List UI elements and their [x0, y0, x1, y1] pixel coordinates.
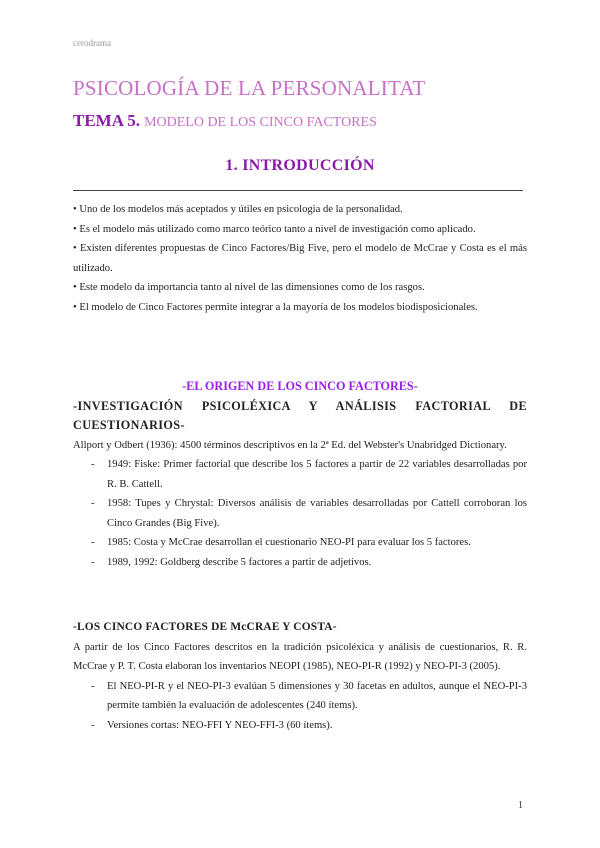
origin-subheading: -INVESTIGACIÓN PSICOLÉXICA Y ANÁLISIS FACTORIAL DE CUESTIONARIOS-	[73, 398, 527, 432]
dash-marker: -	[91, 459, 95, 470]
section-divider	[73, 190, 523, 191]
dash-marker: -	[91, 719, 95, 731]
timeline-item-text: 1985: Costa y McCrae desarrollan el cuestionario NEO-PI para evaluar los 5 factores.	[107, 537, 471, 548]
intro-bullet: • Es el modelo más utilizado como marco teórico tanto a nivel de investigación como aplicado.	[73, 223, 476, 235]
dash-marker: -	[91, 498, 95, 509]
dash-marker: -	[91, 680, 95, 692]
mccrae-list	[73, 677, 527, 736]
intro-bullet: • Existen diferentes propuestas de Cinco Factores/Big Five, pero el modelo de McCrae y Costa es el más utilizado.	[73, 243, 527, 274]
topic-label: TEMA 5.	[73, 111, 141, 130]
origin-intro: Allport y Odbert (1936): 4500 términos descriptivos en la 2ª Ed. del Webster's Unabridged Dictionary.	[73, 439, 507, 451]
timeline-item-text: 1989, 1992: Goldberg describe 5 factores a partir de adjetivos.	[107, 556, 372, 568]
timeline-item-text: 1949: Fiske: Primer factorial que describe los 5 factores a partir de 22 variables desarrolladas por R. B. Cattell.	[107, 459, 527, 490]
intro-bullets	[73, 200, 527, 317]
mccrae-intro: A partir de los Cinco Factores descritos en la tradición psicoléxica y análisis de cuestionarios, R. R. McCrae y P. T. Costa elaboran los inventarios NEOPI (1985), NEO-PI-R (1992) y NEO-PI-3 (2005).	[73, 641, 527, 672]
topic-name: MODELO DE LOS CINCO FACTORES	[144, 115, 377, 130]
timeline-item	[73, 553, 527, 573]
mccrae-item-text: El NEO-PI-R y el NEO-PI-3 evalúan 5 dimensiones y 30 facetas en adultos, aunque el NEO-PI-3 permite también la evaluación de adolescentes (240 ítems).	[107, 680, 527, 711]
origin-section	[73, 377, 527, 572]
dash-marker: -	[91, 556, 95, 568]
intro-bullet: • El modelo de Cinco Factores permite integrar a la mayoría de los modelos biodisposicionales.	[73, 301, 478, 313]
origin-heading: -EL ORIGEN DE LOS CINCO FACTORES-	[182, 379, 418, 393]
dash-marker: -	[91, 537, 95, 548]
intro-bullet: • Uno de los modelos más aceptados y útiles en psicología de la personalidad.	[73, 204, 403, 215]
timeline-item	[73, 455, 527, 494]
origin-timeline	[73, 455, 527, 572]
intro-bullet: • Este modelo da importancia tanto al nivel de las dimensiones como de los rasgos.	[73, 282, 425, 293]
header-brand: cerodrama	[73, 38, 111, 48]
mccrae-item-text: Versiones cortas: NEO-FFI Y NEO-FFI-3 (60 ítems).	[107, 719, 333, 731]
page-number: 1	[518, 800, 523, 811]
mccrae-item	[73, 716, 527, 736]
timeline-item	[73, 494, 527, 533]
mccrae-item	[73, 677, 527, 716]
timeline-item	[73, 533, 527, 553]
mccrae-heading: -LOS CINCO FACTORES DE McCRAE Y COSTA-	[73, 621, 337, 633]
topic-title	[73, 111, 377, 131]
section-heading-introduction: 1. INTRODUCCIÓN	[225, 157, 375, 174]
timeline-item-text: 1958: Tupes y Chrystal: Diversos análisis de variables desarrolladas por Cattell corroboran los Cinco Grandes (Big Five).	[107, 498, 527, 529]
course-title: PSICOLOGÍA DE LA PERSONALITAT	[73, 76, 426, 100]
mccrae-costa-section	[73, 618, 527, 735]
